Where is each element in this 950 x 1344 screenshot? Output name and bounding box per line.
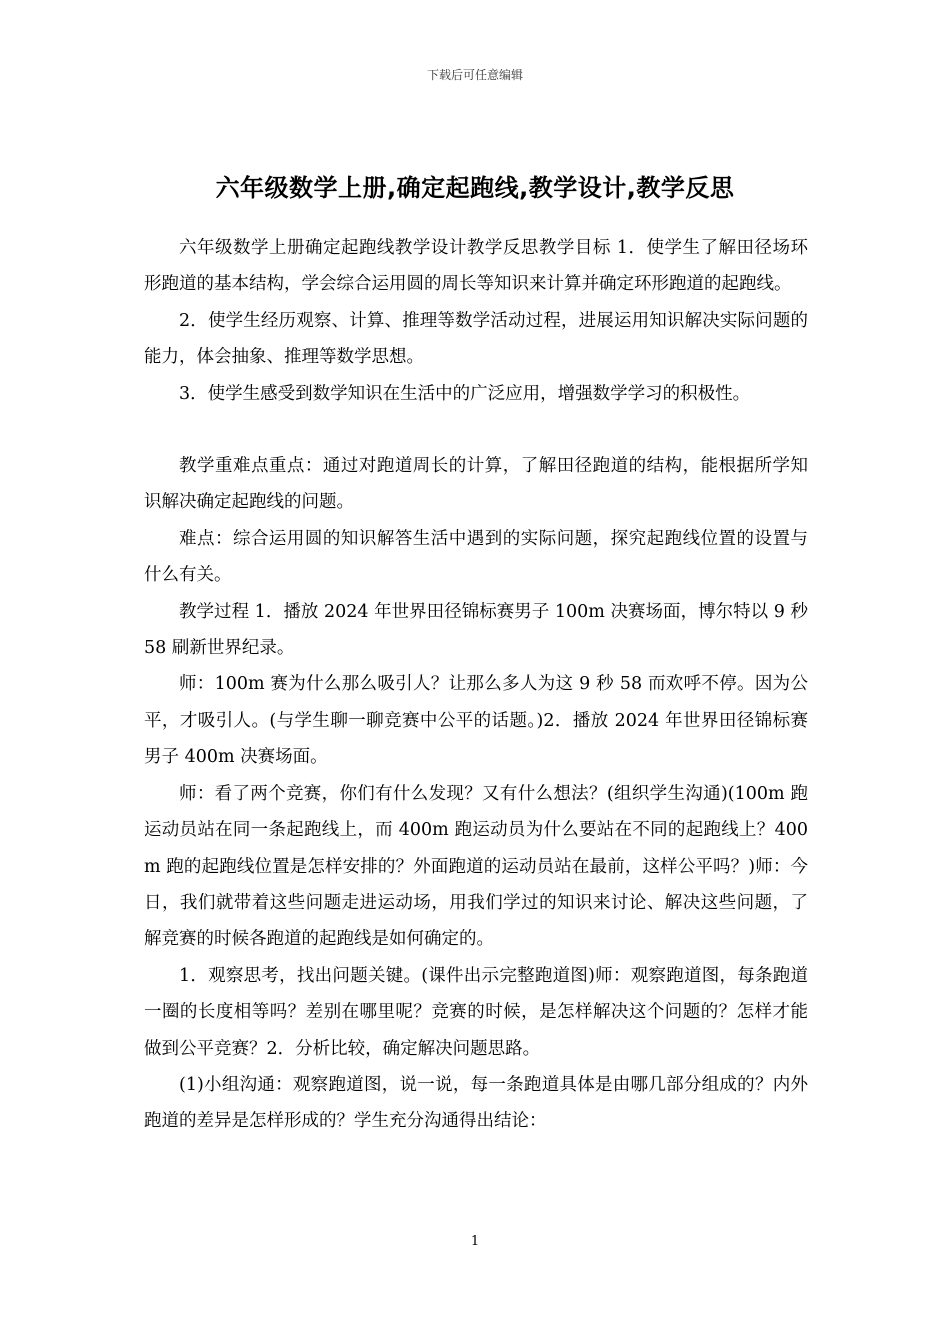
paragraph-objective-3: 3．使学生感受到数学知识在生活中的广泛应用，增强数学学习的积极性。 bbox=[179, 383, 751, 404]
paragraph-key-points: 教学重难点重点：通过对跑道周长的计算，了解田径跑道的结构，能根据所学知识解决确定起跑线的问题。 bbox=[144, 456, 808, 513]
paragraph-observe-think: 1．观察思考，找出问题关键。(课件出示完整跑道图)师：观察跑道图，每条跑道一圈的长度相等吗？差别在哪里呢？竞赛的时候，是怎样解决这个问题的？怎样才能做到公平竞赛？2．分析比较，确定解决问题思路。 bbox=[144, 965, 808, 1059]
page-number: 1 bbox=[470, 1234, 480, 1249]
paragraph-objective-2: 2．使学生经历观察、计算、推理等数学活动过程，进展运用知识解决实际问题的能力，体会抽象、推理等数学思想。 bbox=[144, 310, 808, 368]
page-header-note: 下载后可任意编辑 bbox=[426, 68, 523, 82]
paragraph-group-discussion: (1)小组沟通：观察跑道图，说一说，每一条跑道具体是由哪几部分组成的？内外跑道的差异是怎样形成的？学生充分沟通得出结论： bbox=[144, 1074, 808, 1132]
document-body bbox=[144, 230, 808, 1140]
paragraph-difficulties: 难点：综合运用圆的知识解答生活中遇到的实际问题，探究起跑线位置的设置与什么有关。 bbox=[144, 528, 808, 586]
paragraph-objective-1: 六年级数学上册确定起跑线教学设计教学反思教学目标 1．使学生了解田径场环形跑道的基本结构，学会综合运用圆的周长等知识来计算并确定环形跑道的起跑线。 bbox=[144, 238, 808, 295]
paragraph-teacher-100m: 师：100m 赛为什么那么吸引人？让那么多人为这 9 秒 58 而欢呼不停。因为公平，才吸引人。(与学生聊一聊竞赛中公平的话题。)2．播放 2024 年世界田径锦标赛男子 400m 决赛场面。 bbox=[144, 674, 808, 768]
paragraph-teacher-discussion: 师：看了两个竞赛，你们有什么发现？又有什么想法？(组织学生沟通)(100m 跑运动员站在同一条起跑线上，而 400m 跑运动员为什么要站在不同的起跑线上？400m 跑的起跑线位置是怎样安排的？外面跑道的运动员站在最前，这样公平吗？)师：今日，我们就带着这些问题走进运动场，用我们学过的知识来讨论、解决这些问题，了解竞赛的时候各跑道的起跑线是如何确定的。 bbox=[144, 783, 808, 950]
paragraph-process-1: 教学过程 1．播放 2024 年世界田径锦标赛男子 100m 决赛场面，博尔特以 9 秒 58 刷新世界纪录。 bbox=[144, 601, 808, 659]
document-title: 六年级数学上册,确定起跑线,教学设计,教学反思 bbox=[215, 174, 735, 203]
